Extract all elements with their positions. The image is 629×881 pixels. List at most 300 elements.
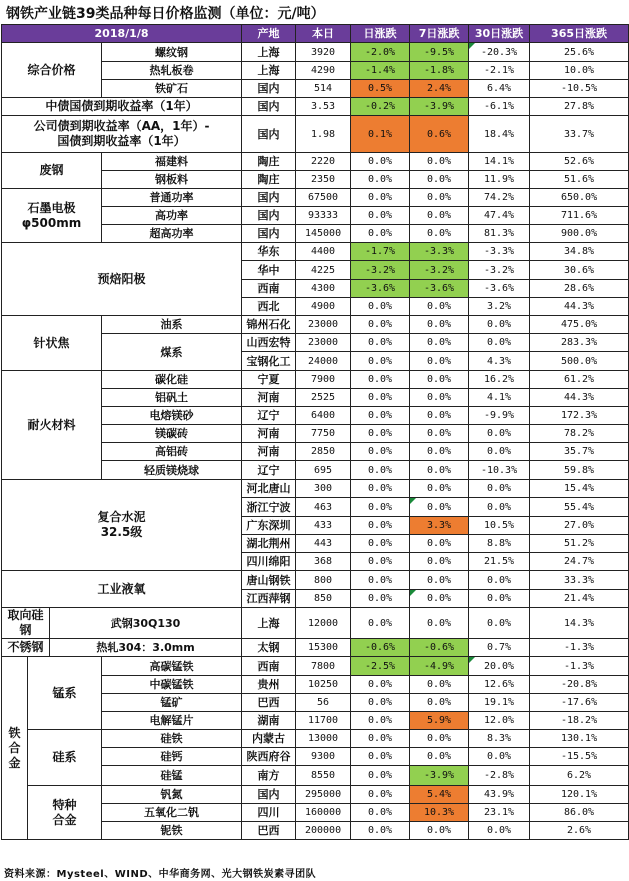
header-date: 2018/1/8 [2, 25, 242, 43]
region-cell: 国内 [242, 116, 296, 153]
change-day-cell: 0.0% [351, 535, 410, 553]
change-day-cell: 0.5% [351, 80, 410, 98]
product-name: 超高功率 [102, 225, 242, 243]
change-d30-cell: 0.0% [469, 443, 530, 461]
product-name: 硅钙 [102, 748, 242, 766]
change-d30-cell: 74.2% [469, 189, 530, 207]
change-d30-cell: 0.0% [469, 334, 530, 352]
price-cell: 695 [296, 461, 351, 480]
region-cell: 锦州石化 [242, 316, 296, 334]
change-d365-cell: 120.1% [530, 786, 629, 804]
change-d30-cell: 0.0% [469, 822, 530, 840]
change-d365-cell: -1.3% [530, 657, 629, 676]
product-name: 高碳锰铁 [102, 657, 242, 676]
product-name: 铌铁 [102, 822, 242, 840]
price-cell: 56 [296, 694, 351, 712]
price-cell: 3920 [296, 43, 351, 62]
change-d7-cell: -0.6% [410, 639, 469, 657]
group-silicon: 硅系 [28, 730, 102, 786]
change-d7-cell: 0.0% [410, 571, 469, 590]
region-cell: 唐山钢铁 [242, 571, 296, 590]
region-cell: 巴西 [242, 822, 296, 840]
price-cell: 6400 [296, 407, 351, 425]
change-day-cell: 0.0% [351, 371, 410, 389]
change-d7-cell: 0.0% [410, 748, 469, 766]
group-special-alloy [28, 786, 102, 840]
change-d30-cell: 20.0% [469, 657, 530, 676]
change-d30-cell: 8.3% [469, 730, 530, 748]
change-d365-cell: 44.3% [530, 389, 629, 407]
change-d365-cell: 52.6% [530, 153, 629, 171]
table-body [2, 43, 629, 840]
product-name: 煤系 [102, 334, 242, 371]
change-d365-cell: 10.0% [530, 62, 629, 80]
change-d7-cell: 0.0% [410, 608, 469, 639]
region-cell: 贵州 [242, 676, 296, 694]
change-d7-cell: -9.5% [410, 43, 469, 62]
change-d30-cell: 8.8% [469, 535, 530, 553]
price-cell: 7750 [296, 425, 351, 443]
source-note: 资料来源：Mysteel、WIND、中华商务网、光大钢铁炭素寻团队 [4, 869, 317, 880]
price-cell: 514 [296, 80, 351, 98]
change-d365-cell: 21.4% [530, 590, 629, 608]
change-d30-cell: -10.3% [469, 461, 530, 480]
group-ferroalloy-char-2: 合 [8, 740, 21, 755]
change-d365-cell: 27.8% [530, 98, 629, 116]
change-d365-cell: -1.3% [530, 639, 629, 657]
change-d365-cell: 475.0% [530, 316, 629, 334]
change-d30-cell: -20.3% [469, 43, 530, 62]
product-name: 电解锰片 [102, 712, 242, 730]
change-day-cell: -2.0% [351, 43, 410, 62]
group-composite-cement [2, 480, 242, 571]
product-name: 热轧304：3.0mm [50, 639, 242, 657]
change-d365-cell: -17.6% [530, 694, 629, 712]
change-d365-cell: 33.3% [530, 571, 629, 590]
change-d365-cell: 35.7% [530, 443, 629, 461]
region-cell: 江西萍钢 [242, 590, 296, 608]
group-grain-oriented: 取向硅钢 [2, 608, 50, 639]
change-d365-cell: 283.3% [530, 334, 629, 352]
price-cell: 368 [296, 553, 351, 571]
change-d7-cell: 0.0% [410, 443, 469, 461]
change-d7-cell: 0.0% [410, 389, 469, 407]
price-cell: 145000 [296, 225, 351, 243]
region-cell: 华东 [242, 243, 296, 261]
change-d30-cell: 0.0% [469, 498, 530, 517]
change-d365-cell: 86.0% [530, 804, 629, 822]
change-d365-cell: 44.3% [530, 298, 629, 316]
group-graphite-line-1: 石墨电极 [27, 200, 76, 215]
change-d30-cell: -3.3% [469, 243, 530, 261]
change-d365-cell: 14.3% [530, 608, 629, 639]
table-row [2, 98, 629, 116]
change-day-cell: 0.0% [351, 461, 410, 480]
region-cell: 四川绵阳 [242, 553, 296, 571]
change-d7-cell: 0.0% [410, 590, 469, 608]
change-d7-cell: 0.0% [410, 425, 469, 443]
price-cell: 4900 [296, 298, 351, 316]
change-day-cell: 0.0% [351, 334, 410, 352]
product-name: 电熔镁砂 [102, 407, 242, 425]
change-d30-cell: 3.2% [469, 298, 530, 316]
change-d7-cell: 0.0% [410, 298, 469, 316]
price-cell: 10250 [296, 676, 351, 694]
change-day-cell: -2.5% [351, 657, 410, 676]
price-cell: 9300 [296, 748, 351, 766]
product-name: 镁碳砖 [102, 425, 242, 443]
change-d30-cell: -2.1% [469, 62, 530, 80]
change-d7-cell: 0.0% [410, 730, 469, 748]
price-cell: 23000 [296, 334, 351, 352]
change-d30-cell: 4.3% [469, 352, 530, 371]
change-day-cell: 0.0% [351, 571, 410, 590]
change-d30-cell: 81.3% [469, 225, 530, 243]
price-cell: 15300 [296, 639, 351, 657]
product-name: 油系 [102, 316, 242, 334]
change-day-cell: 0.0% [351, 712, 410, 730]
price-cell: 300 [296, 480, 351, 498]
product-name: 锰矿 [102, 694, 242, 712]
region-cell: 山西宏特 [242, 334, 296, 352]
change-d30-cell: 14.1% [469, 153, 530, 171]
change-d7-cell: 0.0% [410, 553, 469, 571]
change-d7-cell: 0.0% [410, 407, 469, 425]
change-d30-cell: 0.0% [469, 480, 530, 498]
change-day-cell: 0.1% [351, 116, 410, 153]
region-cell: 南方 [242, 766, 296, 786]
price-cell: 7900 [296, 371, 351, 389]
change-d7-cell: -3.6% [410, 280, 469, 298]
region-cell: 太钢 [242, 639, 296, 657]
change-d365-cell: 6.2% [530, 766, 629, 786]
table-row [2, 43, 629, 62]
table-row [2, 639, 629, 657]
group-spread-line-1: 公司债到期收益率（AA，1年）- [33, 119, 210, 133]
change-d30-cell: 19.1% [469, 694, 530, 712]
price-cell: 200000 [296, 822, 351, 840]
change-d7-cell: 0.0% [410, 676, 469, 694]
table-row [2, 571, 629, 590]
change-d365-cell: 51.6% [530, 171, 629, 189]
price-cell: 1.98 [296, 116, 351, 153]
change-d365-cell: 59.8% [530, 461, 629, 480]
table-row [2, 243, 629, 261]
change-d7-cell: 0.0% [410, 316, 469, 334]
group-cement-line-1: 复合水泥 [97, 510, 146, 524]
group-scrap-steel: 废钢 [2, 153, 102, 189]
change-day-cell: 0.0% [351, 498, 410, 517]
group-credit-spread [2, 116, 242, 153]
region-cell: 湖北荆州 [242, 535, 296, 553]
table-row [2, 608, 629, 639]
product-name: 铝矾土 [102, 389, 242, 407]
change-d365-cell: 15.4% [530, 480, 629, 498]
product-name: 普通功率 [102, 189, 242, 207]
change-d365-cell: -18.2% [530, 712, 629, 730]
change-d30-cell: 12.0% [469, 712, 530, 730]
change-d30-cell: 0.0% [469, 590, 530, 608]
change-d365-cell: -15.5% [530, 748, 629, 766]
product-name: 硅铁 [102, 730, 242, 748]
change-d7-cell: 2.4% [410, 80, 469, 98]
price-cell: 2350 [296, 171, 351, 189]
region-cell: 国内 [242, 207, 296, 225]
region-cell: 河南 [242, 389, 296, 407]
change-day-cell: 0.0% [351, 389, 410, 407]
change-d365-cell: 24.7% [530, 553, 629, 571]
change-d365-cell: 28.6% [530, 280, 629, 298]
region-cell: 国内 [242, 225, 296, 243]
change-d7-cell: 5.9% [410, 712, 469, 730]
region-cell: 国内 [242, 98, 296, 116]
change-d7-cell: 0.0% [410, 694, 469, 712]
change-d30-cell: 10.5% [469, 517, 530, 535]
price-cell: 3.53 [296, 98, 351, 116]
change-d7-cell: 5.4% [410, 786, 469, 804]
change-d30-cell: 0.0% [469, 608, 530, 639]
change-d7-cell: 0.0% [410, 334, 469, 352]
region-cell: 辽宁 [242, 461, 296, 480]
product-name: 武钢30Q130 [50, 608, 242, 639]
change-d365-cell: -20.8% [530, 676, 629, 694]
product-name: 福建料 [102, 153, 242, 171]
group-liquid-oxygen: 工业液氧 [2, 571, 242, 608]
price-cell: 4225 [296, 261, 351, 280]
change-day-cell: -1.4% [351, 62, 410, 80]
change-d30-cell: 0.0% [469, 425, 530, 443]
table-row [2, 480, 629, 498]
price-cell: 2850 [296, 443, 351, 461]
group-graphite-line-2: φ500mm [21, 215, 82, 230]
region-cell: 西南 [242, 657, 296, 676]
price-cell: 11700 [296, 712, 351, 730]
region-cell: 上海 [242, 62, 296, 80]
change-d7-cell: 0.0% [410, 498, 469, 517]
change-d365-cell: 2.6% [530, 822, 629, 840]
change-d365-cell: 55.4% [530, 498, 629, 517]
change-day-cell: 0.0% [351, 225, 410, 243]
table-row [2, 189, 629, 207]
change-d30-cell: -2.8% [469, 766, 530, 786]
change-d365-cell: 650.0% [530, 189, 629, 207]
change-d7-cell: 0.0% [410, 535, 469, 553]
product-name: 高功率 [102, 207, 242, 225]
product-name: 碳化硅 [102, 371, 242, 389]
region-cell: 宁夏 [242, 371, 296, 389]
change-day-cell: 0.0% [351, 676, 410, 694]
change-d7-cell: -3.9% [410, 98, 469, 116]
change-d7-cell: 10.3% [410, 804, 469, 822]
product-name: 五氧化二钒 [102, 804, 242, 822]
product-name: 硅锰 [102, 766, 242, 786]
change-d30-cell: 12.6% [469, 676, 530, 694]
change-d365-cell: 33.7% [530, 116, 629, 153]
product-name: 铁矿石 [102, 80, 242, 98]
price-cell: 433 [296, 517, 351, 535]
change-d7-cell: 0.0% [410, 207, 469, 225]
price-cell: 295000 [296, 786, 351, 804]
group-ferroalloy-char-1: 铁 [8, 725, 21, 740]
header-price: 本日 [296, 25, 351, 43]
change-d365-cell: 27.0% [530, 517, 629, 535]
table-row [2, 371, 629, 389]
group-special-line-1: 特种 [52, 797, 77, 812]
change-d365-cell: 500.0% [530, 352, 629, 371]
region-cell: 陕西府谷 [242, 748, 296, 766]
change-d7-cell: 0.6% [410, 116, 469, 153]
product-name: 中碳锰铁 [102, 676, 242, 694]
price-cell: 463 [296, 498, 351, 517]
change-d365-cell: -10.5% [530, 80, 629, 98]
product-name: 轻质镁烧球 [102, 461, 242, 480]
price-cell: 4400 [296, 243, 351, 261]
table-row [2, 316, 629, 334]
group-refractory: 耐火材料 [2, 371, 102, 480]
change-d7-cell: -3.9% [410, 766, 469, 786]
product-name: 热轧板卷 [102, 62, 242, 80]
change-d30-cell: 43.9% [469, 786, 530, 804]
region-cell: 河南 [242, 443, 296, 461]
region-cell: 上海 [242, 608, 296, 639]
change-day-cell: 0.0% [351, 553, 410, 571]
price-cell: 4290 [296, 62, 351, 80]
price-cell: 2220 [296, 153, 351, 171]
price-cell: 12000 [296, 608, 351, 639]
change-d7-cell: -1.8% [410, 62, 469, 80]
change-d365-cell: 172.3% [530, 407, 629, 425]
change-day-cell: 0.0% [351, 480, 410, 498]
change-d30-cell: 0.0% [469, 316, 530, 334]
header-365d-change: 365日涨跌 [530, 25, 629, 43]
region-cell: 河南 [242, 425, 296, 443]
change-day-cell: -1.7% [351, 243, 410, 261]
change-day-cell: 0.0% [351, 786, 410, 804]
change-d365-cell: 900.0% [530, 225, 629, 243]
change-day-cell: 0.0% [351, 153, 410, 171]
table-row [2, 116, 629, 153]
change-d7-cell: 0.0% [410, 189, 469, 207]
product-name: 钢板料 [102, 171, 242, 189]
change-d365-cell: 130.1% [530, 730, 629, 748]
change-d30-cell: 0.0% [469, 571, 530, 590]
change-d7-cell: -4.9% [410, 657, 469, 676]
change-day-cell: 0.0% [351, 171, 410, 189]
change-d365-cell: 51.2% [530, 535, 629, 553]
region-cell: 巴西 [242, 694, 296, 712]
change-day-cell: 0.0% [351, 694, 410, 712]
price-cell: 443 [296, 535, 351, 553]
change-day-cell: 0.0% [351, 730, 410, 748]
change-day-cell: 0.0% [351, 804, 410, 822]
product-name: 螺纹钢 [102, 43, 242, 62]
change-d365-cell: 34.8% [530, 243, 629, 261]
group-cement-line-2: 32.5级 [100, 525, 143, 539]
change-day-cell: 0.0% [351, 407, 410, 425]
change-d30-cell: 0.0% [469, 748, 530, 766]
change-day-cell: 0.0% [351, 517, 410, 535]
change-d30-cell: 18.4% [469, 116, 530, 153]
price-table [1, 24, 629, 840]
change-d365-cell: 25.6% [530, 43, 629, 62]
region-cell: 西北 [242, 298, 296, 316]
change-d30-cell: -3.2% [469, 261, 530, 280]
change-d7-cell: 0.0% [410, 352, 469, 371]
change-d7-cell: 0.0% [410, 171, 469, 189]
change-d30-cell: 47.4% [469, 207, 530, 225]
price-cell: 8550 [296, 766, 351, 786]
table-row [2, 153, 629, 171]
change-d365-cell: 711.6% [530, 207, 629, 225]
region-cell: 西南 [242, 280, 296, 298]
change-day-cell: -3.6% [351, 280, 410, 298]
change-d7-cell: 0.0% [410, 153, 469, 171]
price-cell: 23000 [296, 316, 351, 334]
price-cell: 13000 [296, 730, 351, 748]
group-stainless: 不锈钢 [2, 639, 50, 657]
price-cell: 4300 [296, 280, 351, 298]
group-spread-line-2: 国债到期收益率（1年） [57, 134, 186, 148]
header-30d-change: 30日涨跌 [469, 25, 530, 43]
price-cell: 67500 [296, 189, 351, 207]
change-day-cell: 0.0% [351, 425, 410, 443]
header-day-change: 日涨跌 [351, 25, 410, 43]
region-cell: 内蒙古 [242, 730, 296, 748]
change-d7-cell: 0.0% [410, 371, 469, 389]
region-cell: 陶庄 [242, 153, 296, 171]
group-prebaked-anode: 预焙阳极 [2, 243, 242, 316]
group-manganese: 锰系 [28, 657, 102, 730]
header-7d-change: 7日涨跌 [410, 25, 469, 43]
price-cell: 800 [296, 571, 351, 590]
region-cell: 四川 [242, 804, 296, 822]
change-d30-cell: -6.1% [469, 98, 530, 116]
region-cell: 华中 [242, 261, 296, 280]
change-day-cell: 0.0% [351, 608, 410, 639]
change-day-cell: 0.0% [351, 748, 410, 766]
group-graphite-electrode [2, 189, 102, 243]
change-d7-cell: -3.2% [410, 261, 469, 280]
product-name: 钒氮 [102, 786, 242, 804]
change-d30-cell: -9.9% [469, 407, 530, 425]
change-d365-cell: 78.2% [530, 425, 629, 443]
change-d7-cell: -3.3% [410, 243, 469, 261]
change-day-cell: 0.0% [351, 189, 410, 207]
change-d30-cell: 23.1% [469, 804, 530, 822]
region-cell: 陶庄 [242, 171, 296, 189]
price-cell: 7800 [296, 657, 351, 676]
region-cell: 国内 [242, 189, 296, 207]
group-needle-coke: 针状焦 [2, 316, 102, 371]
change-d30-cell: 21.5% [469, 553, 530, 571]
change-d7-cell: 0.0% [410, 480, 469, 498]
group-ferroalloy-char-3: 金 [8, 755, 21, 770]
header-row [2, 25, 629, 43]
change-day-cell: 0.0% [351, 822, 410, 840]
price-cell: 2525 [296, 389, 351, 407]
region-cell: 广东深圳 [242, 517, 296, 535]
change-day-cell: 0.0% [351, 443, 410, 461]
table-row [2, 657, 629, 676]
region-cell: 国内 [242, 786, 296, 804]
region-cell: 上海 [242, 43, 296, 62]
change-d30-cell: 11.9% [469, 171, 530, 189]
change-day-cell: -3.2% [351, 261, 410, 280]
table-row [2, 786, 629, 804]
group-special-line-2: 合金 [52, 812, 77, 827]
price-cell: 24000 [296, 352, 351, 371]
change-d365-cell: 30.6% [530, 261, 629, 280]
